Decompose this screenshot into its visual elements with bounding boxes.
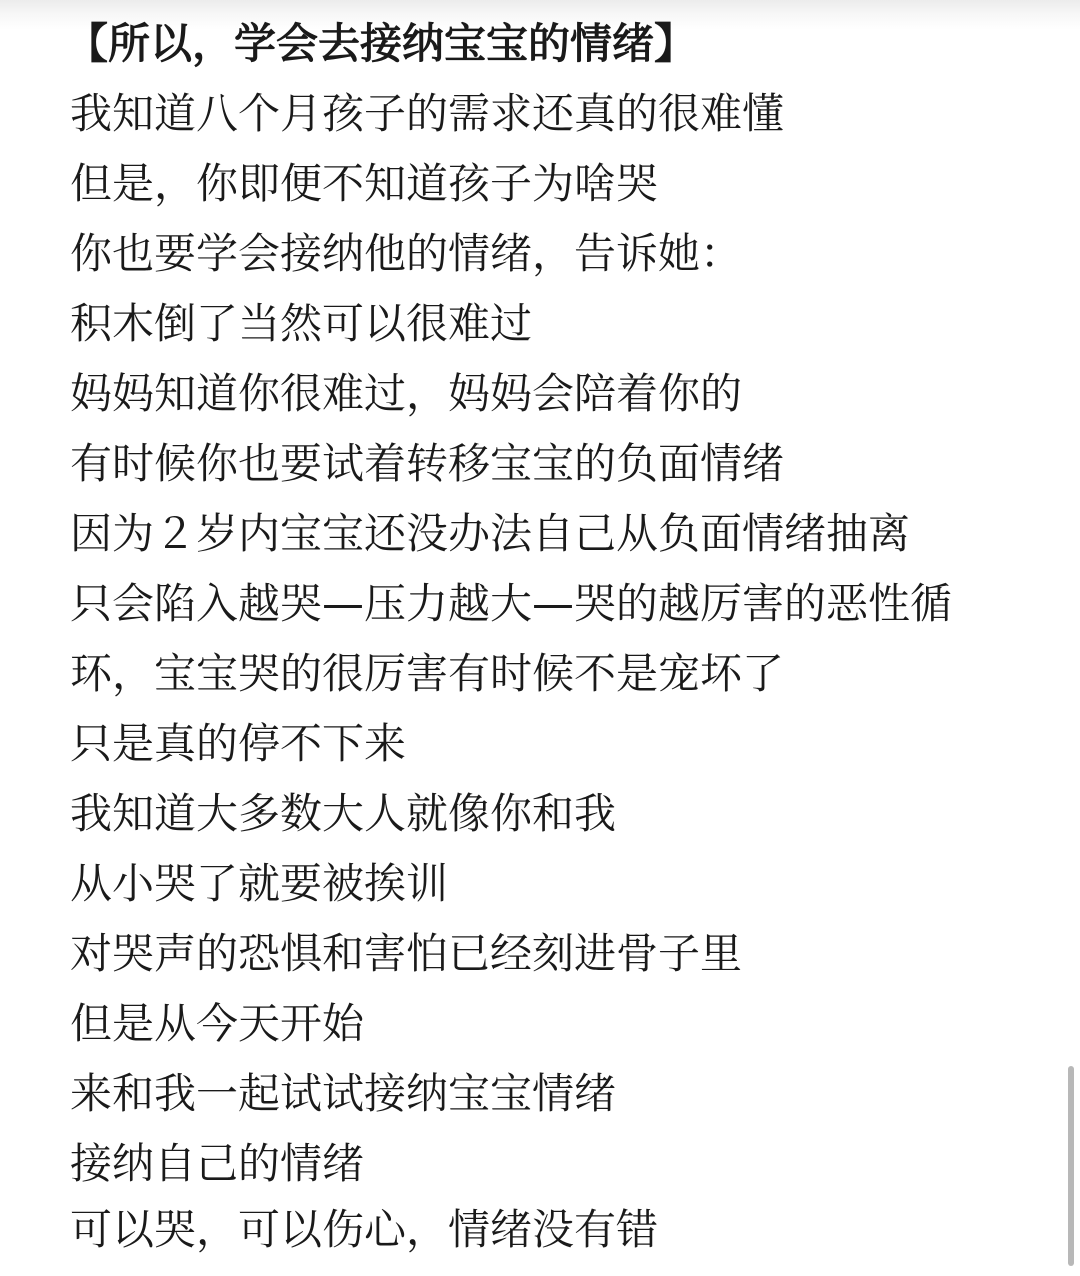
text-line: 有时候你也要试着转移宝宝的负面情绪 [70, 439, 785, 488]
text-line: 只是真的停不下来 [70, 719, 407, 768]
text-line: 积木倒了当然可以很难过 [70, 299, 533, 348]
text-line: 我知道八个月孩子的需求还真的很难懂 [70, 89, 785, 138]
text-line: 妈妈知道你很难过，妈妈会陪着你的 [70, 369, 743, 418]
text-line: 可以哭，可以伤心，情绪没有错 [70, 1205, 659, 1254]
text-line: 环，宝宝哭的很厉害有时候不是宠坏了 [70, 649, 785, 698]
text-line: 来和我一起试试接纳宝宝情绪 [70, 1069, 617, 1118]
section-title: 【所以，学会去接纳宝宝的情绪】 [66, 19, 697, 68]
scrollbar[interactable] [1068, 1066, 1074, 1266]
text-line: 我知道大多数大人就像你和我 [70, 789, 617, 838]
text-line: 对哭声的恐惧和害怕已经刻进骨子里 [70, 929, 743, 978]
text-line: 你也要学会接纳他的情绪，告诉她： [70, 229, 743, 278]
text-line: 接纳自己的情绪 [70, 1139, 365, 1188]
text-line: 但是从今天开始 [70, 999, 365, 1048]
text-line: 但是，你即便不知道孩子为啥哭 [70, 159, 659, 208]
text-line: 从小哭了就要被挨训 [70, 859, 449, 908]
text-line: 只会陷入越哭—压力越大—哭的越厉害的恶性循 [70, 579, 953, 628]
text-line: 因为２岁内宝宝还没办法自己从负面情绪抽离 [70, 509, 911, 558]
